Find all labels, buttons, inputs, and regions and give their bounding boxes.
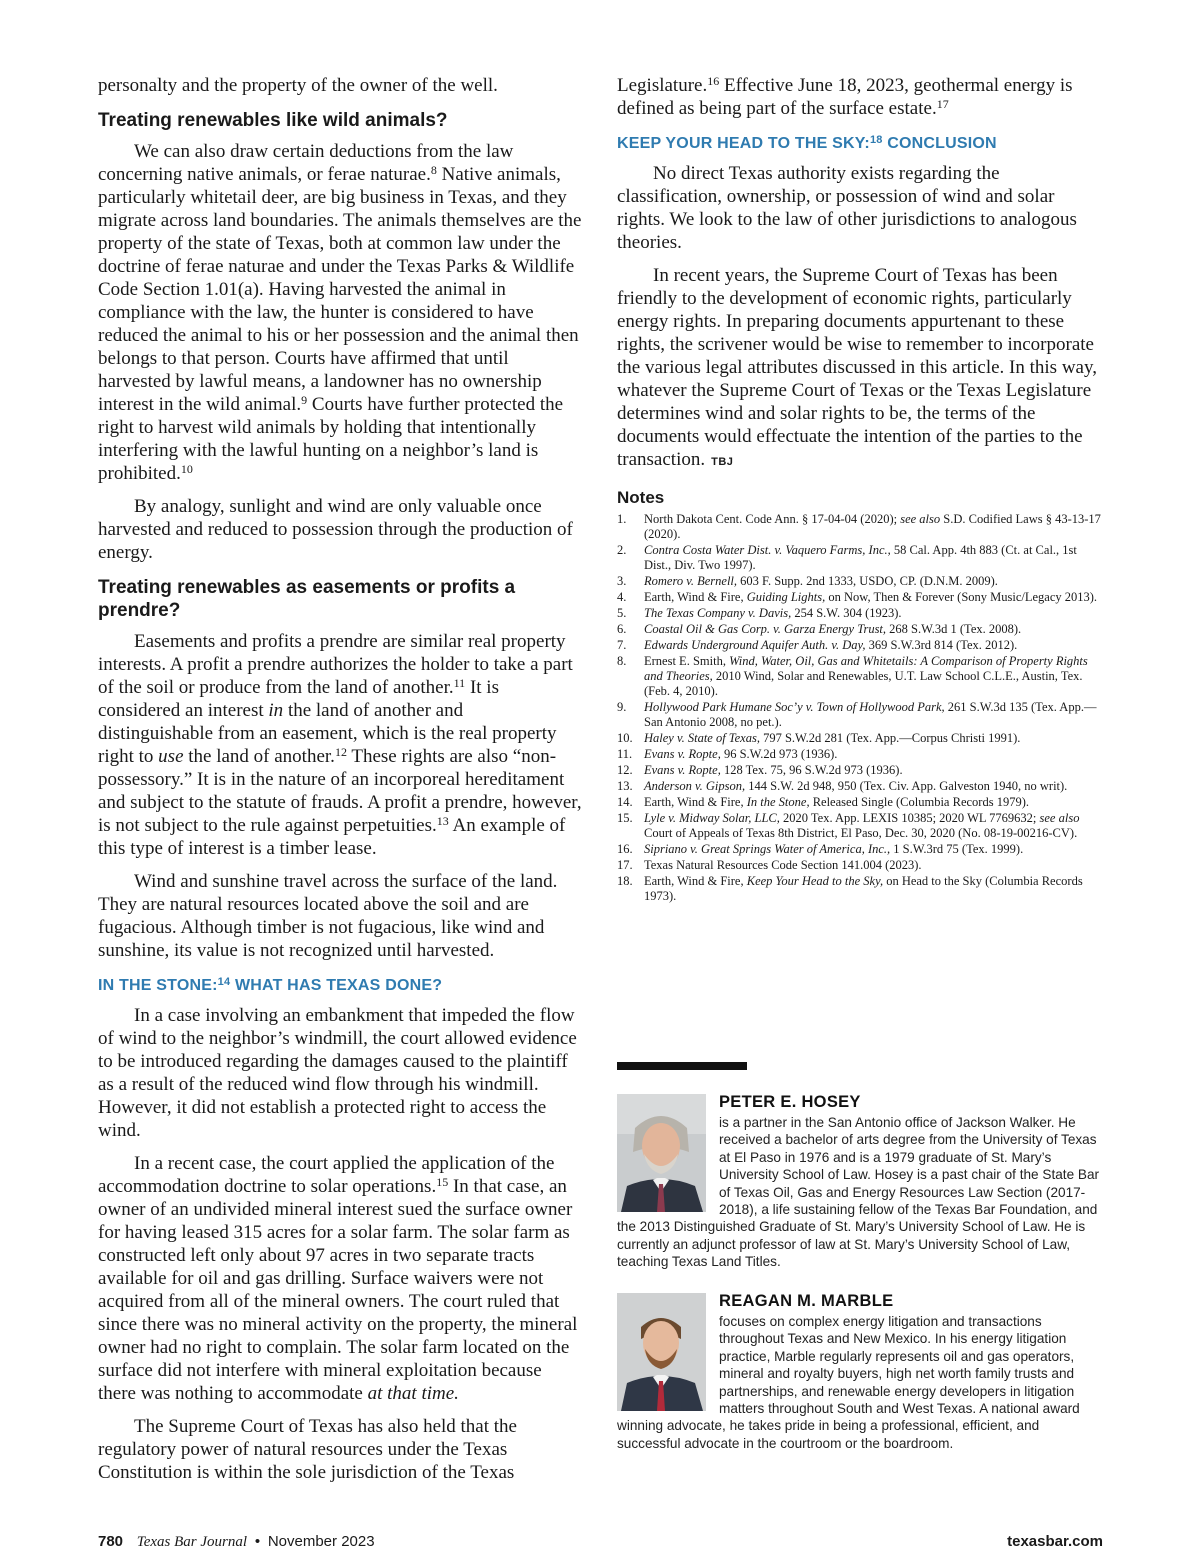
paragraph: Legislature.$^{16}$ Effective June 18, 2023, geothermal energy is defined as being part of the surface estate.$^{17}$ xyxy=(617,74,1073,119)
paragraph: No direct Texas authority exists regarding the classification, ownership, or possession of wind and solar rights. We look to the law of other jurisdictions to analogous theories. xyxy=(617,163,1077,253)
paragraph: In recent years, the Supreme Court of Texas has been friendly to the development of economic rights, particularly energy rights. In preparing documents appurtenant to these rights, the scrivener would be wise to remember to incorporate the various legal attributes discussed in this article. In this way, whatever the Supreme Court of Texas or the Texas Legislature determines wind and solar rights to be, the terms of the documents would effectuate the intention of the parties to the transaction. TBJ xyxy=(617,265,1097,470)
paragraph: personalty and the property of the owner of the well. xyxy=(98,75,498,96)
footnote-number: 6. xyxy=(617,622,627,636)
footnote-number: 4. xyxy=(617,590,627,604)
footnote-item xyxy=(617,747,1105,762)
footnote-item xyxy=(617,606,1105,621)
footnote-text: North Dakota Cent. Code Ann. § 17-04-04 (2020); see also S.D. Codified Laws § 43-13-17 (2020). xyxy=(644,512,1101,541)
footnote-item xyxy=(617,654,1105,699)
footnote-text: Sipriano v. Great Springs Water of America, Inc., 1 S.W.3rd 75 (Tex. 1999). xyxy=(644,842,1024,856)
subheading-easements: Treating renewables as easements or profits a prendre? xyxy=(98,577,516,621)
footnote-text: Earth, Wind & Fire, In the Stone, Released Single (Columbia Records 1979). xyxy=(644,795,1029,809)
notes-heading: Notes xyxy=(617,488,665,507)
section-heading-in-the-stone: IN THE STONE:$^{14}$ WHAT HAS TEXAS DONE? xyxy=(98,976,443,994)
footnote-ref[interactable]: 17 xyxy=(936,97,949,111)
footnote-text: Evans v. Ropte, 96 S.W.2d 973 (1936). xyxy=(644,747,838,761)
footnote-item xyxy=(617,590,1105,605)
footnote-ref[interactable]: 10 xyxy=(180,462,193,476)
footnote-item xyxy=(617,543,1105,573)
paragraph: The Supreme Court of Texas has also held that the regulatory power of natural resources under the Texas Constitution is within the sole jurisdiction of the Texas xyxy=(98,1416,517,1483)
author-bio-marble xyxy=(617,1291,1103,1452)
footnote-number: 11. xyxy=(617,747,633,761)
footnote-number: 8. xyxy=(617,654,627,668)
author-photo-marble xyxy=(617,1293,706,1411)
footnote-number: 3. xyxy=(617,574,627,588)
footnote-number: 5. xyxy=(617,606,627,620)
footnote-ref[interactable]: 18 xyxy=(869,134,883,146)
footnote-text: Ernest E. Smith, Wind, Water, Oil, Gas and Whitetails: A Comparison of Property Rights and Theories, 2010 Wind, Solar and Renewables, U.T. Law School C.L.E., Austin, Tex. (Feb. 4, 2010). xyxy=(644,654,1088,698)
footnote-ref[interactable]: 15 xyxy=(436,1175,449,1189)
subheading-wild-animals: Treating renewables like wild animals? xyxy=(98,110,448,131)
footnote-item xyxy=(617,795,1105,810)
tbj-end-mark: TBJ xyxy=(711,456,734,468)
author-name-hosey: PETER E. HOSEY xyxy=(719,1093,861,1111)
footnote-text: Anderson v. Gipson, 144 S.W. 2d 948, 950 (Tex. Civ. App. Galveston 1940, no writ). xyxy=(644,779,1068,793)
footnote-item xyxy=(617,763,1105,778)
footnote-number: 7. xyxy=(617,638,627,652)
footnote-ref[interactable]: 11 xyxy=(453,676,466,690)
footer-bullet: • xyxy=(254,1533,261,1550)
left-column xyxy=(98,74,582,1494)
footnote-ref[interactable]: 9 xyxy=(301,393,308,407)
footnote-number: 15. xyxy=(617,811,633,825)
footnote-item xyxy=(617,574,1105,589)
footnote-ref[interactable]: 12 xyxy=(334,745,347,759)
footnote-item xyxy=(617,700,1105,730)
footnote-text: Earth, Wind & Fire, Guiding Lights, on Now, Then & Forever (Sony Music/Legacy 2013). xyxy=(644,590,1098,604)
footnote-text: Edwards Underground Aquifer Auth. v. Day, 369 S.W.3rd 814 (Tex. 2012). xyxy=(644,638,1018,652)
footnote-number: 18. xyxy=(617,874,633,888)
paragraph: In a case involving an embankment that impeded the flow of wind to the neighbor’s windmill, the court allowed evidence to be introduced regarding the damages caused to the plaintiff as a result of the reduced wind flow through his windmill. However, it did not establish a protected right to access the wind. xyxy=(98,1005,577,1141)
page-footer xyxy=(98,1533,1103,1555)
footnote-text: Coastal Oil & Gas Corp. v. Garza Energy Trust, 268 S.W.3d 1 (Tex. 2008). xyxy=(644,622,1022,636)
footnote-ref[interactable]: 16 xyxy=(707,74,720,88)
footnote-number: 13. xyxy=(617,779,633,793)
footer-left xyxy=(98,1533,375,1551)
footnote-number: 9. xyxy=(617,700,627,714)
footnote-number: 10. xyxy=(617,731,633,745)
site-link[interactable]: texasbar.com xyxy=(1007,1533,1103,1550)
paragraph: Wind and sunshine travel across the surface of the land. They are natural resources located above the soil and are fugacious. Although timber is not fugacious, like wind and sunshine, its value is not recognized until harvested. xyxy=(98,871,558,961)
footnote-number: 14. xyxy=(617,795,633,809)
footnote-item xyxy=(617,731,1105,746)
footnote-number: 2. xyxy=(617,543,627,557)
footnote-text: Contra Costa Water Dist. v. Vaquero Farms, Inc., 58 Cal. App. 4th 883 (Ct. at Cal., 1st Dist., Div. Two 1997). xyxy=(644,543,1077,572)
paragraph: In a recent case, the court applied the application of the accommodation doctrine to solar operations.$^{15}$ In that case, an owner of an undivided mineral interest sued the surface owner for having leased 315 acres for a solar farm. The solar farm as constructed left only about 97 acres in two separate tracts available for oil and gas drilling. Surface waivers were not acquired from all of the mineral owners. The court ruled that since there was no mineral activity on the property, the mineral owner had no right to complain. The solar farm located on the surface did not interfere with mineral exploitation because there was nothing to accommodate at that time. xyxy=(98,1153,578,1404)
footnote-list xyxy=(617,512,1105,904)
paragraph: We can also draw certain deductions from the law concerning native animals, or ferae naturae.$^8$ Native animals, particularly whitetail deer, are big business in Texas, and they migrate across land boundaries. The animals themselves are the property of the state of Texas, both at common law under the doctrine of ferae naturae and under the Texas Parks & Wildlife Code Section 1.01(a). Having harvested the animal in compliance with the law, the hunter is considered to have reduced the animal to his or her possession and the animal then belongs to that person. Courts have affirmed that until harvested by lawful means, a landowner has no ownership interest in the wild animal.$^9$ Courts have further protected the right to harvest wild animals by holding that intentionally interfering with the lawful hunting on a neighbor’s land is prohibited.$^{10}$ xyxy=(98,141,582,484)
footnote-item xyxy=(617,638,1105,653)
footnote-item xyxy=(617,811,1105,841)
footnote-text: Hollywood Park Humane Soc’y v. Town of Hollywood Park, 261 S.W.3d 135 (Tex. App.—San Antonio 2008, no pet.). xyxy=(644,700,1097,729)
footnote-text: Lyle v. Midway Solar, LLC, 2020 Tex. App. LEXIS 10385; 2020 WL 7769632; see also Court of Appeals of Texas 8th District, El Paso, Dec. 30, 2020 (No. 08-19-00216-CV). xyxy=(644,811,1080,840)
footnote-ref[interactable]: 8 xyxy=(430,163,437,177)
footnote-text: Texas Natural Resources Code Section 141.004 (2023). xyxy=(644,858,922,872)
footnote-number: 1. xyxy=(617,512,627,526)
footnote-item xyxy=(617,512,1105,542)
footnote-item xyxy=(617,779,1105,794)
footnote-ref[interactable]: 13 xyxy=(436,814,449,828)
notes-section xyxy=(617,488,1105,905)
footnote-item xyxy=(617,874,1105,904)
author-bio-text: is a partner in the San Antonio office of Jackson Walker. He received a bachelor of arts degree from the University of Texas at El Paso in 1976 and is a 1979 graduate of St. Mary’s University School of Law. Hosey is a past chair of the State Bar of Texas Oil, Gas and Energy Resources Law Section (2017-2018), a life sustaining fellow of the Texas Bar Foundation, and the 2013 Distinguished Graduate of St. Mary’s University School of Law. He is currently an adjunct professor of law at St. Mary’s University School of Law, teaching Texas Land Titles. xyxy=(617,1115,1100,1270)
footnote-item xyxy=(617,622,1105,637)
author-name-marble: REAGAN M. MARBLE xyxy=(719,1292,894,1310)
right-column xyxy=(617,74,1105,484)
author-photo-hosey xyxy=(617,1094,706,1212)
footnote-text: Haley v. State of Texas, 797 S.W.2d 281 (Tex. App.—Corpus Christi 1991). xyxy=(644,731,1021,745)
footnote-ref[interactable]: 14 xyxy=(217,976,231,988)
footnote-item xyxy=(617,842,1105,857)
bio-divider-rule xyxy=(617,1062,747,1070)
author-bio-text: focuses on complex energy litigation and transactions throughout Texas and New Mexico. In his energy litigation practice, Marble regularly represents oil and gas operators, mineral and royalty buyers, high net worth family trusts and partnerships, and renewable energy developers in litigation matters throughout South and West Texas. A national award winning advocate, he takes pride in being a professional, efficient, and successful advocate in the courtroom or the boardroom. xyxy=(617,1314,1080,1451)
page-number: 780 xyxy=(98,1533,124,1550)
footnote-text: Earth, Wind & Fire, Keep Your Head to the Sky, on Head to the Sky (Columbia Records 1973). xyxy=(644,874,1083,903)
footnote-item xyxy=(617,858,1105,873)
author-bio-hosey xyxy=(617,1092,1103,1271)
paragraph: By analogy, sunlight and wind are only valuable once harvested and reduced to possession through the production of energy. xyxy=(98,496,573,563)
paragraph: Easements and profits a prendre are similar real property interests. A profit a prendre authorizes the holder to take a part of the soil or produce from the land of another.$^{11}$ It is considered an interest in the land of another and distinguishable from an easement, which is the real property right to use the land of another.$^{12}$ These rights are also “non-possessory.” It is in the nature of an incorporeal hereditament and subject to the statute of frauds. A profit a prendre, however, is not subject to the rule against perpetuities.$^{13}$ An example of this type of interest is a timber lease. xyxy=(98,631,582,859)
footnote-number: 16. xyxy=(617,842,633,856)
footnote-text: Romero v. Bernell, 603 F. Supp. 2nd 1333, USDO, CP. (D.N.M. 2009). xyxy=(644,574,998,588)
footnote-number: 12. xyxy=(617,763,633,777)
issue-date: November 2023 xyxy=(267,1533,375,1550)
footnote-text: The Texas Company v. Davis, 254 S.W. 304 (1923). xyxy=(644,606,902,620)
footnote-number: 17. xyxy=(617,858,633,872)
footnote-text: Evans v. Ropte, 128 Tex. 75, 96 S.W.2d 973 (1936). xyxy=(644,763,903,777)
journal-name: Texas Bar Journal xyxy=(136,1534,248,1550)
section-heading-conclusion: KEEP YOUR HEAD TO THE SKY:$^{18}$ CONCLUSION xyxy=(617,134,997,152)
